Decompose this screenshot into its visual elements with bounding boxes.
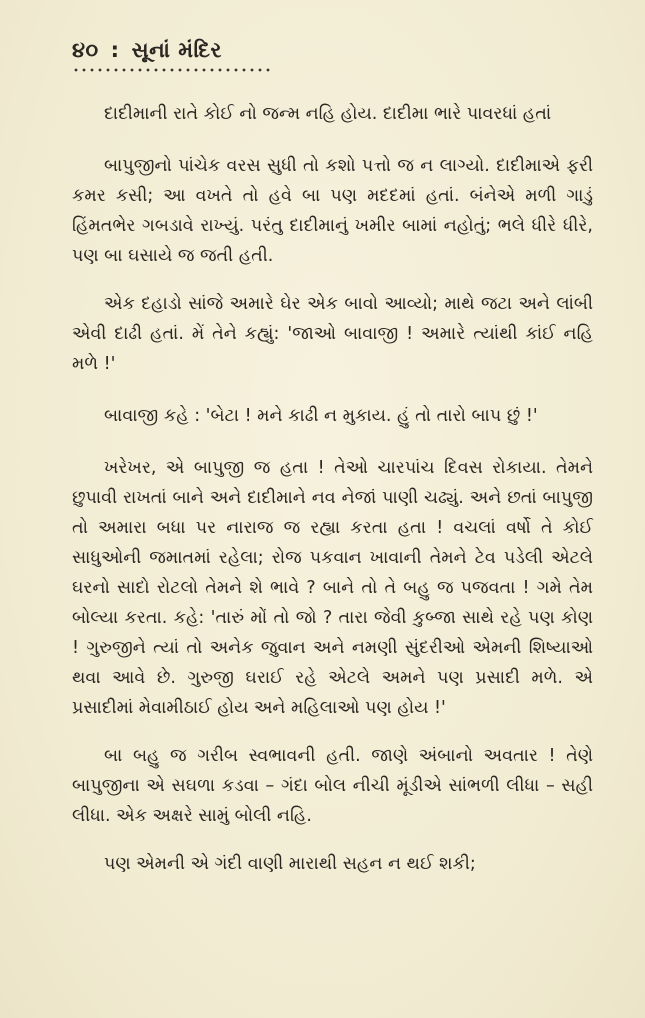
paragraph: ખરેખર, એ બાપુજી જ હતા ! તેઓ ચારપાંચ દિવસ રોકાયા. તેમને છુપાવી રાખતાં બાને અને દાદીમાને નવ નેજાં પાણી ચઢ્યું. અને છતાં બાપુજી તો અમારા બધા પર નારાજ જ રહ્યા કરતા હતા ! વચલાં વર્ષો તે કોઈ સાધુઓની જમાતમાં રહેલા; રોજ પકવાન ખાવાની તેમને ટેવ પડેલી એટલે ઘરનો સાદો રોટલો તેમને શે ભાવે ? બાને તો તે બહુ જ પજવતા ! ગમે તેમ બોલ્યા કરતા. કહે: 'તારું મોં તો જો ? તારા જેવી કુબ્જા સાથે રહે પણ કોણ ! ગુરુજીને ત્યાં તો અનેક જુવાન અને નમણી સુંદરીઓ એમની શિષ્યાઓ થવા આવે છે. ગુરુજી ઘરાઈ રહે એટલે અમને પણ પ્રસાદી મળે. એ પ્રસાદીમાં મેવામીઠાઈ હોય અને મહિલાઓ પણ હોય !'	[72, 458, 593, 718]
book-title: સૂનાં મંદિર	[131, 38, 222, 62]
paragraph: બાપુજીનો પાંચેક વરસ સુધી તો કશો પત્તો જ ન લાગ્યો. દાદીમાએ ફરી કમર કસી; આ વખતે તો હવે બા પણ મદદમાં હતાં. બંનેએ મળી ગાડું હિંમતભેર ગબડાવે રાખ્યું. પરંતુ દાદીમાનું ખમીર બામાં નહોતું; ભલે ધીરે ધીરે, પણ બા ઘસાયે જ જતી હતી.	[72, 156, 593, 266]
paragraph: બા બહુ જ ગરીબ સ્વભાવની હતી. જાણે અંબાનો અવતાર ! તેણે બાપુજીના એ સઘળા કડવા – ગંદા બોલ નીચી મૂંડીએ સાંભળી લીધા – સહી લીધા. એક અક્ષરે સામું બોલી નહિ.	[72, 746, 593, 826]
dotted-rule	[72, 67, 272, 73]
body-text	[72, 99, 593, 879]
paragraph: એક દહાડો સાંજે અમારે ઘેર એક બાવો આવ્યો; માથે જટા અને લાંબી એવી દાઢી હતાં. મેં તેને કહ્યું: 'જાઓ બાવાજી ! અમારે ત્યાંથી કાંઈ નહિ મળે !'	[72, 294, 593, 374]
page-number: ૪૦	[72, 38, 99, 62]
header-separator: :	[110, 38, 120, 62]
paragraph: બાવાજી કહે : 'બેટા ! મને કાઢી ન મુકાય. હું તો તારો બાપ છું !'	[104, 406, 538, 426]
paragraph: પણ એમની એ ગંદી વાણી મારાથી સહન ન થઈ શકી;	[104, 854, 476, 874]
paragraph: દાદીમાની રાતે કોઈ નો જન્મ નહિ હોય. દાદીમા ભારે પાવરધાં હતાં	[104, 104, 552, 124]
running-header	[72, 38, 593, 63]
